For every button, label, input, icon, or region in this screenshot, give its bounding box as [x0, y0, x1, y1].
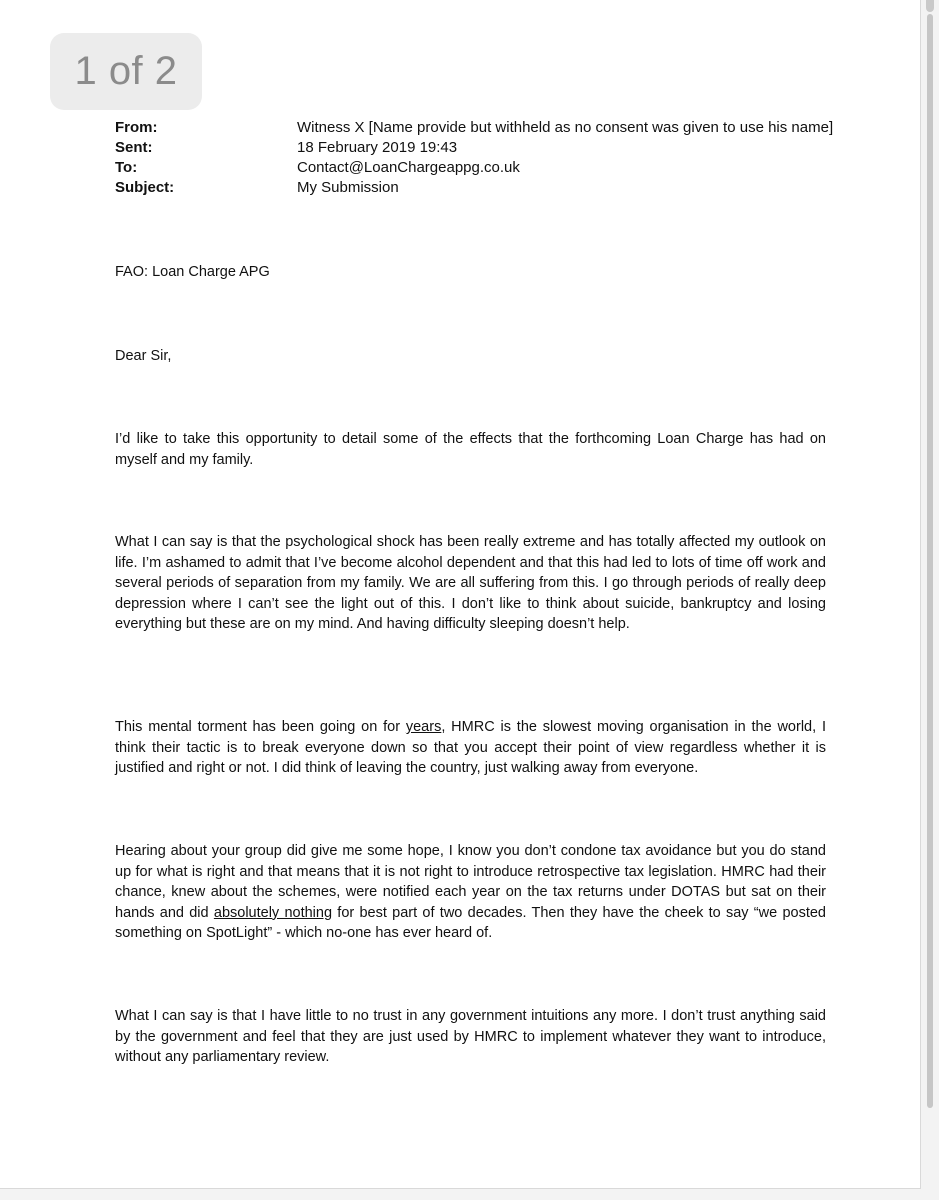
header-to-row [115, 158, 835, 178]
from-value: Witness X [Name provide but withheld as no consent was given to use his name] [297, 119, 834, 136]
scrollbar-top-cap [926, 0, 934, 12]
paragraph-4-text-a: Hearing about your group did give me some hope, I know you don’t condone tax avoidance but you do stand up for what is right and that means that it is not right to introduce retrospective tax legislation. HMRC had their chance, knew about the schemes, were notified each year on the tax returns under DOTAS but sat on their hands and did [115, 843, 826, 921]
header-sent-row [115, 138, 835, 158]
sent-value: 18 February 2019 19:43 [297, 139, 458, 156]
paragraph-3-text-a: This mental torment has been going on for [115, 719, 406, 735]
sent-label: Sent: [115, 139, 153, 156]
header-subject-row [115, 178, 835, 198]
paragraph-3-underlined: years [405, 719, 442, 735]
paragraph-4-underlined: absolutely nothing [213, 904, 333, 921]
page-indicator-badge: 1 of 2 [50, 33, 202, 110]
paragraph-3 [115, 717, 826, 779]
subject-label: Subject: [115, 179, 175, 196]
scrollbar-thumb[interactable] [927, 14, 933, 1108]
to-label: To: [115, 159, 138, 176]
to-value: Contact@LoanChargeappg.co.uk [297, 159, 520, 176]
header-from-row [115, 118, 835, 138]
paragraph-1: I’d like to take this opportunity to detail some of the effects that the forthcoming Loan Charge has had on myself and my family. [115, 431, 826, 468]
paragraph-4 [115, 841, 826, 944]
vertical-scrollbar[interactable] [924, 0, 939, 1200]
email-header [115, 118, 835, 198]
paragraph-3-text-b: , HMRC is the slowest moving organisation in the world, I think their tactic is to break everyone down so that you accept their point of view regardless whether it is justified and right or not. I did think of leaving the country, just walking away from everyone. [115, 719, 826, 777]
subject-value: My Submission [297, 179, 399, 196]
greeting: Dear Sir, [115, 348, 172, 364]
paragraph-4-text-b: for best part of two decades. Then they have the cheek to say “we posted something on SpotLight” - which no-one has ever heard of. [115, 904, 826, 942]
paragraph-2: What I can say is that the psychological shock has been really extreme and has totally affected my outlook on life. I’m ashamed to admit that I’ve become alcohol dependent and that this had led to lots of time off work and several periods of separation from my family. We are all suffering from this. I go through periods of really deep depression where I can’t see the light out of this. I don’t like to think about suicide, bankruptcy and losing everything but these are on my mind. And having difficulty sleeping doesn’t help. [115, 534, 826, 633]
fao-line: FAO: Loan Charge APG [115, 264, 270, 280]
paragraph-5: What I can say is that I have little to no trust in any government intuitions any more. I don’t trust anything said by the government and feel that they are just used by HMRC to implement whatever they want to introduce, without any parliamentary review. [115, 1008, 826, 1066]
from-label: From: [115, 119, 158, 136]
